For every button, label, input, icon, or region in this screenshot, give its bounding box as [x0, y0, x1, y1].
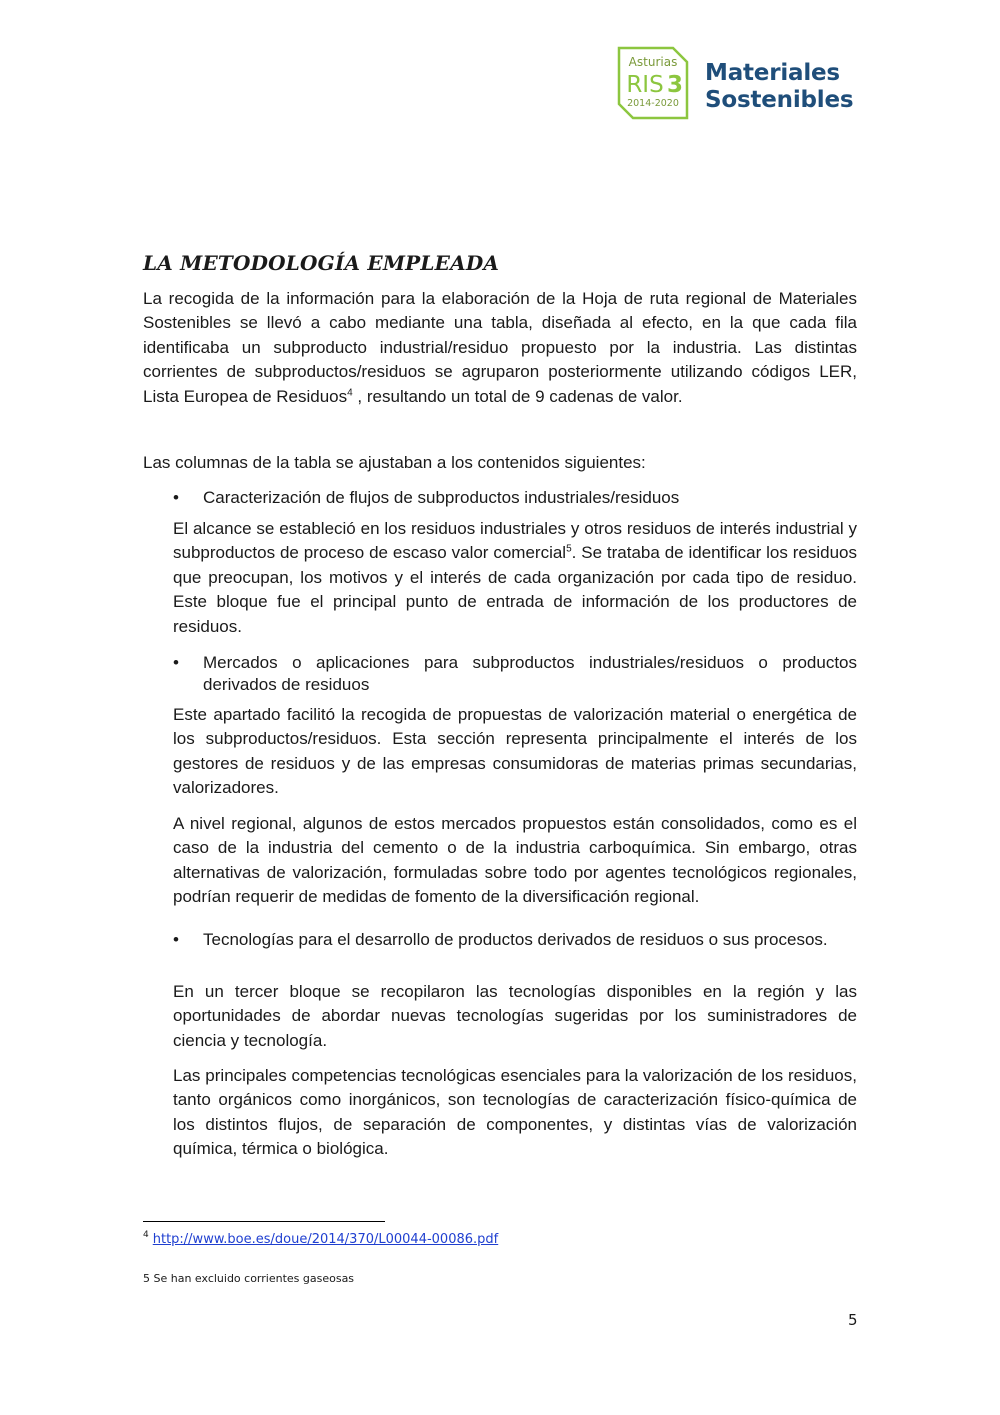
bullet-3-paragraph-1: En un tercer bloque se recopilaron las tecnologías disponibles en la región y las oportunidades de abordar nuevas tecnologías sugeridas por los suministradores de ciencia y tecnología.	[173, 982, 857, 1050]
brand-name	[705, 60, 853, 114]
intro-text-end: , resultando un total de 9 cadenas de valor.	[352, 386, 683, 406]
logo-region: Asturias	[628, 55, 678, 69]
bullet-2-text: Mercados o aplicaciones para subproductos industriales/residuos o productos derivados de residuos	[203, 653, 857, 694]
logo-years: 2014-2020	[627, 98, 679, 109]
footnote-4-number: 4	[143, 1230, 149, 1240]
columns-intro: Las columnas de la tabla se ajustaban a los contenidos siguientes:	[143, 453, 646, 472]
intro-paragraph	[143, 287, 857, 409]
footnote-ref-4[interactable]: 4	[347, 386, 353, 398]
footnote-ref-5[interactable]: 5	[566, 543, 572, 555]
logo-ris: RIS	[626, 72, 664, 98]
footnote-5: 5 Se han excluido corrientes gaseosas	[143, 1272, 355, 1285]
intro-text: La recogida de la información para la elaboración de la Hoja de ruta regional de Materiales Sostenibles se llevó a cabo mediante una tabla, diseñada al efecto, en la que cada fila identificaba un subproducto industrial/residuo propuesto por la industria. Las distintas corrientes de subproductos/residuos se agruparon posteriormente utilizando códigos LER, Lista Europea de Residuos	[143, 289, 857, 406]
bullet-icon: •	[173, 930, 179, 949]
bullet-1-paragraph	[173, 517, 857, 639]
footnote-4	[143, 1232, 498, 1247]
brand-line-2: Sostenibles	[705, 87, 854, 113]
ris3-logo	[617, 46, 862, 120]
bullet-1-text: Caracterización de flujos de subproductos industriales/residuos	[203, 488, 680, 507]
bullet-icon: •	[173, 488, 179, 507]
bullet-3-paragraph-2: Las principales competencias tecnológicas esenciales para la valorización de los residuos, tanto orgánicos como inorgánicos, son tecnologías de caracterización físico-química de los distintos flujos, de separación de componentes, y distintas vías de valorización química, térmica o biológica.	[173, 1066, 857, 1159]
ris3-badge-icon	[617, 46, 689, 120]
bullet-2-paragraph-2: A nivel regional, algunos de estos mercados propuestos están consolidados, como es el caso de la industria del cemento o de la industria carboquímica. Sin embargo, otras alternativas de valorización, formuladas sobre todo por agentes tecnológicos regionales, podrían requerir de medidas de fomento de la diversificación regional.	[173, 814, 857, 907]
bullet-1-paragraph-text: El alcance se estableció en los residuos industriales y otros residuos de interés industrial y subproductos de proceso de escaso valor comercial	[173, 519, 857, 563]
bullet-3-text: Tecnologías para el desarrollo de productos derivados de residuos o sus procesos.	[203, 930, 828, 949]
bullet-2-paragraph-1: Este apartado facilitó la recogida de propuestas de valorización material o energética de los subproductos/residuos. Esta sección representa principalmente el interés de los gestores de residuos y de las empresas consumidoras de materias primas secundarias, valorizadores.	[173, 705, 857, 798]
brand-line-1: Materiales	[705, 60, 840, 86]
page-number: 5	[848, 1311, 858, 1329]
bullet-icon: •	[173, 653, 179, 672]
footnote-divider	[143, 1221, 385, 1222]
logo-ris-number: 3	[666, 72, 684, 98]
section-title: LA METODOLOGÍA EMPLEADA	[143, 251, 500, 275]
bullet-1-paragraph-text-end: . Se trataba de identificar los residuos que preocupan, los motivos y el interés de cada organización por cada tipo de residuo. Este bloque fue el principal punto de entrada de información de los productores de residuos.	[173, 543, 857, 636]
boe-link[interactable]: http://www.boe.es/doue/2014/370/L00044-00086.pdf	[152, 1232, 499, 1247]
